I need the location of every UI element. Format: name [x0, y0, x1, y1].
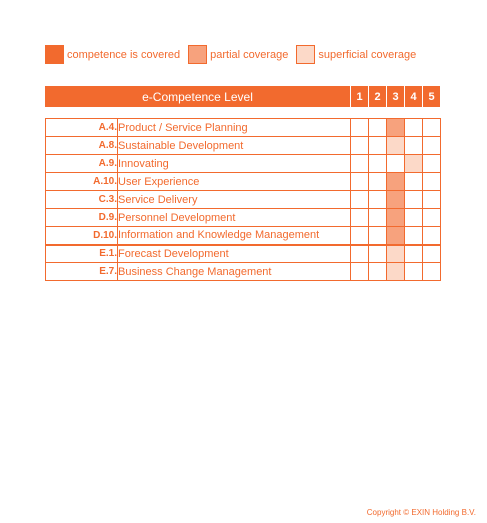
level-cell-3 [387, 173, 405, 191]
competence-name: User Experience [118, 173, 351, 191]
table-row [46, 173, 441, 191]
level-cell-4 [405, 155, 423, 173]
level-cell-3 [387, 245, 405, 263]
legend-item-superficial [296, 45, 416, 64]
competence-code: D.9. [46, 209, 118, 227]
level-cell-4 [405, 119, 423, 137]
competence-table-header [45, 86, 440, 107]
partial-swatch [188, 45, 207, 64]
level-cell-4 [405, 263, 423, 281]
table-row [46, 191, 441, 209]
level-cell-2 [369, 245, 387, 263]
level-cell-3 [387, 209, 405, 227]
competence-code: C.3. [46, 191, 118, 209]
level-cell-2 [369, 263, 387, 281]
level-cell-5 [423, 137, 441, 155]
level-cell-3 [387, 137, 405, 155]
level-cell-1 [351, 191, 369, 209]
level-cell-4 [405, 209, 423, 227]
coverage-legend [45, 45, 424, 64]
level-cell-2 [369, 155, 387, 173]
legend-item-partial [188, 45, 288, 64]
level-cell-3 [387, 191, 405, 209]
competence-name: Sustainable Development [118, 137, 351, 155]
competence-name: Business Change Management [118, 263, 351, 281]
level-cell-2 [369, 227, 387, 245]
level-cell-5 [423, 245, 441, 263]
level-cell-2 [369, 209, 387, 227]
level-cell-5 [423, 119, 441, 137]
competence-table-body [46, 119, 441, 281]
legend-label-covered: competence is covered [67, 48, 181, 61]
level-cell-1 [351, 245, 369, 263]
level-cell-1 [351, 227, 369, 245]
copyright-notice: Copyright © EXIN Holding B.V. [366, 508, 476, 517]
table-row [46, 119, 441, 137]
superficial-swatch [296, 45, 315, 64]
competence-code: E.7. [46, 263, 118, 281]
table-row [46, 245, 441, 263]
covered-swatch [45, 45, 64, 64]
level-cell-1 [351, 209, 369, 227]
level-header-5: 5 [423, 86, 440, 107]
level-cell-3 [387, 119, 405, 137]
legend-label-partial: partial coverage [210, 48, 289, 61]
level-cell-1 [351, 119, 369, 137]
level-cell-3 [387, 263, 405, 281]
level-cell-5 [423, 227, 441, 245]
table-row [46, 227, 441, 245]
level-cell-1 [351, 173, 369, 191]
competence-code: A.8. [46, 137, 118, 155]
level-cell-2 [369, 191, 387, 209]
competence-name: Product / Service Planning [118, 119, 351, 137]
level-cell-5 [423, 263, 441, 281]
level-cell-4 [405, 137, 423, 155]
legend-label-superficial: superficial coverage [318, 48, 417, 61]
competence-code: A.4. [46, 119, 118, 137]
competence-name: Information and Knowledge Management [118, 227, 351, 245]
level-cell-1 [351, 155, 369, 173]
competence-name: Innovating [118, 155, 351, 173]
level-header-2: 2 [369, 86, 386, 107]
level-cell-3 [387, 155, 405, 173]
level-cell-4 [405, 245, 423, 263]
header-title: e-Competence Level [45, 86, 350, 107]
competence-table [45, 118, 441, 281]
level-cell-5 [423, 209, 441, 227]
competence-code: A.10. [46, 173, 118, 191]
table-row [46, 263, 441, 281]
competence-code: D.10. [46, 227, 118, 245]
level-cell-4 [405, 173, 423, 191]
level-cell-4 [405, 227, 423, 245]
table-row [46, 155, 441, 173]
table-row [46, 209, 441, 227]
level-header-3: 3 [387, 86, 404, 107]
table-row [46, 137, 441, 155]
level-cell-3 [387, 227, 405, 245]
level-header-1: 1 [351, 86, 368, 107]
level-cell-5 [423, 155, 441, 173]
legend-item-covered [45, 45, 180, 64]
level-cell-1 [351, 137, 369, 155]
level-cell-5 [423, 173, 441, 191]
competence-code: A.9. [46, 155, 118, 173]
level-cell-1 [351, 263, 369, 281]
competence-name: Personnel Development [118, 209, 351, 227]
level-cell-2 [369, 173, 387, 191]
level-cell-2 [369, 119, 387, 137]
level-cell-2 [369, 137, 387, 155]
level-cell-5 [423, 191, 441, 209]
competence-code: E.1. [46, 245, 118, 263]
competence-name: Forecast Development [118, 245, 351, 263]
competence-name: Service Delivery [118, 191, 351, 209]
level-header-4: 4 [405, 86, 422, 107]
level-cell-4 [405, 191, 423, 209]
